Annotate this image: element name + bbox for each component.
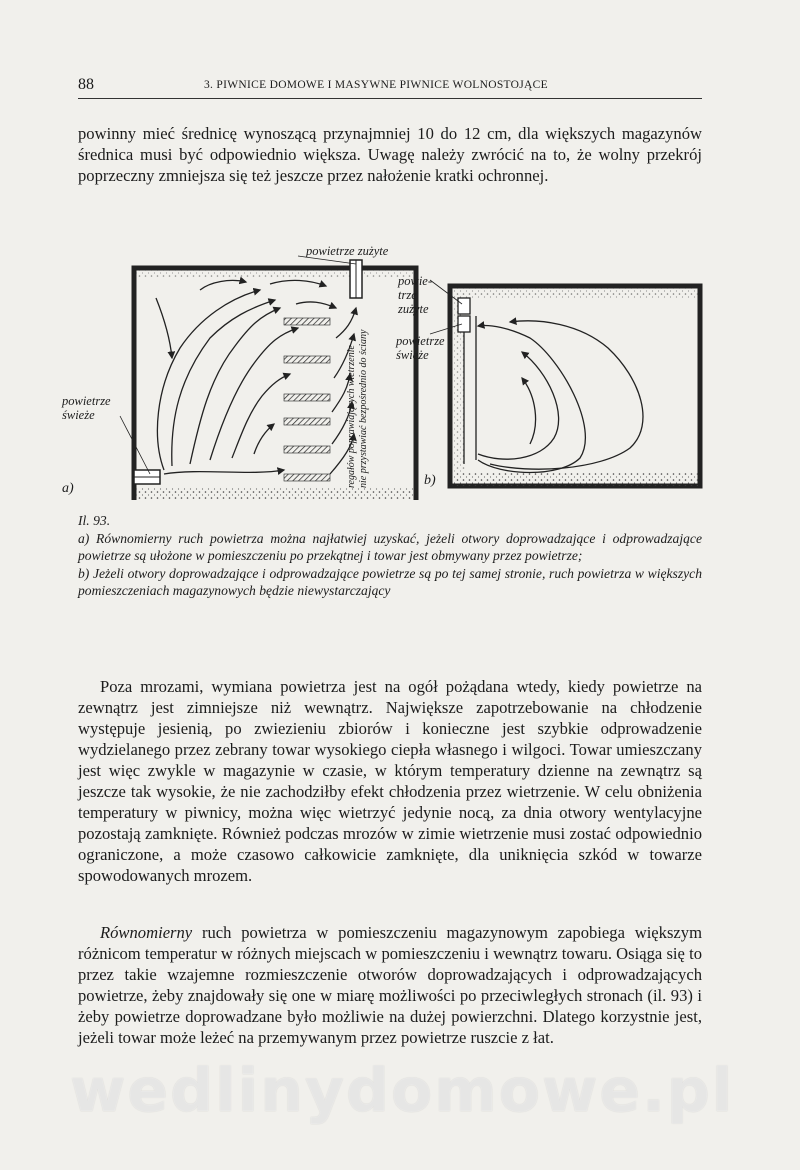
paragraph-3-text: ruch powietrza w pomieszczeniu magazynowym zapobiega większym różnicom temperatur w różnych miejscach w pomieszczeniu i wewnątrz towaru. Osiąga się to przez takie wzajemne rozmieszczenie otworów doprowadzających i odprowadzających powietrze, żeby znajdowały się one w miarę możliwości po przeciwległych stronach (il. 93) i żeby powietrze doprowadzane było możliwie na dużej powierzchni. Dlatego korzystnie jest, jeżeli towar może leżeć na przemywanym przez powietrze ruszcie z łat. <box>78 923 702 1047</box>
page-header <box>78 76 702 99</box>
label-b-fresh-2: świeże <box>396 348 429 362</box>
diagram-a <box>120 256 416 500</box>
paragraph-1: powinny mieć średnicę wynoszącą przynajmniej 10 do 12 cm, dla większych magazynów średnica musi być odpowiednio większa. Uwagę należy zwrócić na to, że wolny przekrój poprzeczny zmniejsza się też jeszcze przez nałożenie kratki ochronnej. <box>78 124 702 185</box>
caption-line-b: b) Jeżeli otwory doprowadzające i odprowadzające powietrze są po tej samej stronie, ruch powietrza w większych pomieszczeniach magazynowych będzie niewystarczający <box>78 565 702 598</box>
label-a-fresh-2: świeże <box>62 408 95 422</box>
figure-caption <box>78 512 702 600</box>
label-b-exhaust-2: trze <box>398 288 417 302</box>
chapter-title: 3. PIWNICE DOMOWE I MASYWNE PIWNICE WOLNOSTOJĄCE <box>204 79 548 91</box>
label-b-fresh-1: powietrze <box>396 334 445 348</box>
caption-line-a: a) Równomierny ruch powietrza można najłatwiej uzyskać, jeżeli otwory doprowadzające i odprowadzające powietrze są ułożone w pomieszczeniu po przekątnej i towar jest obmywany przez powietrze; <box>78 530 702 563</box>
figure-93 <box>60 238 710 500</box>
label-a-vertical-2: nie przystawiać bezpośrednio do ściany <box>358 329 369 488</box>
paragraph-2: Poza mrozami, wymiana powietrza jest na ogół pożądana wtedy, kiedy powietrze na zewnątrz jest zimniejsze niż wewnątrz. Największe zapotrzebowanie na chłodzenie występuje jesienią, po zwiezieniu zbiorów i konieczne jest szybkie odprowadzenie wydzielanego przez zebrany towar wysokiego ciepła własnego i wilgoci. Towar umieszczany jest więc zwykle w magazynie w czasie, w którym temperatury dzienne na zewnątrz są jeszcze tak wysokie, że nie zachodziłby efekt chłodzenia przez wietrzenie. W celu obniżenia temperatury w piwnicy, można więc wietrzyć jedynie nocą, za dnia otwory wentylacyjne pozostają zamknięte. Również podczas mrozów w zimie wietrzenie musi zostać odpowiednio ograniczone, a może czasowo całkowicie zamknięte, dla uniknięcia szkód w towarze spowodowanych mrozem. <box>78 677 702 885</box>
paragraph-3 <box>78 922 702 1048</box>
label-a-vertical-1: regałów poprawiających wietrzenie <box>346 345 357 488</box>
label-b-exhaust-1: powie- <box>398 274 433 288</box>
paragraph-3-emphasis: Równomierny <box>100 923 193 942</box>
figure-drawing <box>60 238 710 500</box>
caption-title: Il. 93. <box>78 513 111 528</box>
label-b-exhaust-3: zużyte <box>398 302 429 316</box>
diagram-b <box>430 280 700 486</box>
page-number: 88 <box>78 76 94 93</box>
label-a-fresh-1: powietrze <box>62 394 111 408</box>
label-a-letter: a) <box>62 481 74 496</box>
label-b-letter: b) <box>424 473 436 488</box>
watermark: wedlinydomowe.pl <box>70 1056 735 1126</box>
label-a-exhaust: powietrze zużyte <box>306 244 389 258</box>
